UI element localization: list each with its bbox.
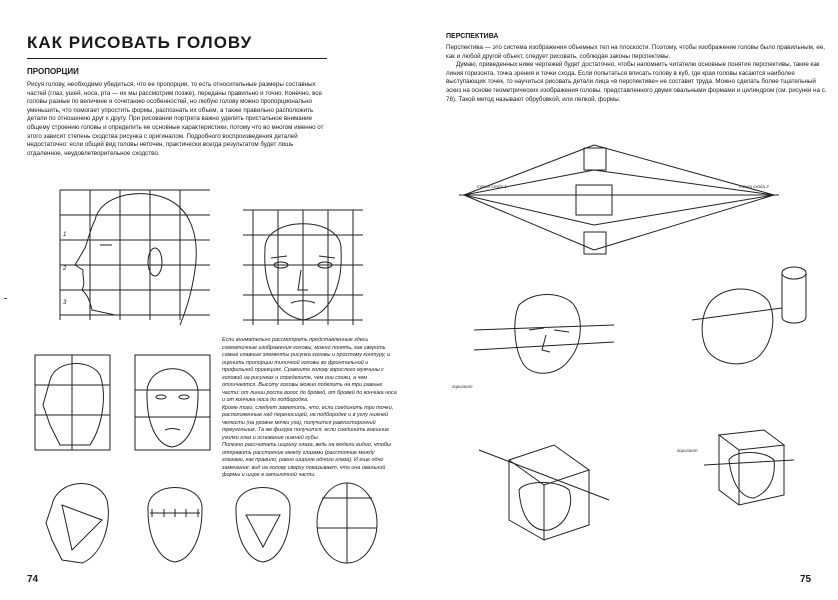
head-in-cube-sketch: [479, 430, 609, 545]
grid-label: 3: [63, 300, 67, 306]
eye-spacing-sketch: [140, 475, 210, 565]
section-heading-proportions: ПРОПОРЦИИ: [27, 67, 79, 76]
profile-head-grid-illustration: [60, 190, 210, 340]
title-rule: [27, 58, 327, 59]
top-view-head-sketch: [312, 478, 382, 568]
paragraph: Рисуя голову, необходимо убедиться, что ее пропорции, то есть относительные размеры составных частей (глаз, ушей, носа, рта — их мы рассмотрим позже), переданы правильно и точно. Конечно, все головы разные по величине и сочетанию особенностей, но любую голову можно пропорционально уменьшить, что помогает упростить формы, распознать их объем, а также правильно расположить детали по отношению друг к другу. При рисовании портрета важно уделить пристальное внимание общему строению головы и определить ее основные характеристики, потому что во многом именно от этого зависит степень сходства рисунка с оригиналом. Подробного воспроизведения деталей недостаточно: если общий вид головы неточен, практически всегда результатом будет лишь отдаленное, неудовлетворительное сходство.: [27, 81, 324, 157]
horizon-label: горизонт: [677, 448, 698, 453]
profile-in-cube-sketch: [704, 420, 794, 510]
head-upward-sketch: [687, 280, 782, 370]
proportions-text: [27, 81, 327, 158]
caption-paragraph: Кроме того, следует заметить, что, если соединить три точки, расположенные над переносицей, на подбородке и в углу нижней челюсти (на уровне мочки уха), получится равносторонний треугольник. Та же фигура получится, если соединить внешние уголки глаз и основание нижней губы.: [222, 404, 394, 441]
grid-label: 2: [63, 266, 67, 272]
vanishing-point-label: точка схода 1: [477, 184, 507, 189]
page-number: 74: [27, 574, 39, 585]
page-title: КАК РИСОВАТЬ ГОЛОВУ: [27, 33, 253, 52]
perspective-text: [446, 44, 831, 104]
frontal-head-grid-illustration: [243, 210, 363, 330]
frontal-head-sketch: [135, 355, 210, 455]
horizon-label: горизонт: [452, 384, 473, 389]
margin-tick: [4, 298, 7, 299]
caption-paragraph: Полезно рассчитать ширину глаза, ведь на модели видно, чтобы отправить расстояние между глазами (расстояние между глазами, как правило, равно ширине одного глаза). И еще одно замечание: вид на голову сверху показывает, что она овальной формы и шире в затылочной части.: [222, 442, 391, 478]
profile-head-sketch: [35, 355, 110, 455]
profile-triangle-sketch: [42, 475, 112, 565]
grid-label: 1: [63, 232, 67, 238]
right-page: [419, 0, 838, 600]
perspective-cube-diagram: [459, 140, 779, 270]
paragraph: Думаю, приведенных ниже чертежей будет достаточно, чтобы напомнить читателю основные понятия перспективы, такие как линия горизонта, точка зрения и точки схода. Если попытаться вписать голову в куб, где края головы касаются наиболее выступающих точек, то научиться рисовать детали лица «в перспективе» не составит труда. Можно сделать более тщательный эскиз на основе геометрических изображения головы, представленного двумя овальными формами и цилиндром (см. рисунки на с. 76). Такой метод называют обрубовкой, или лепкой, формы.: [446, 61, 827, 103]
head-perspective-sketch: [474, 290, 614, 380]
vanishing-point-label: точка схода 2: [739, 184, 769, 189]
cylinder-sketch: [779, 265, 809, 325]
caption-paragraph: Если внимательно рассмотреть представленные здесь схематичные изображения головы, можно понять, как сверить самые главные элементы рисунка головы и простому контуру, и оценить пропорции типичной головы во фронтальной и профильной проекциях. Сравните голову взрослого мужчины с головой на рисунках и определите, чем они схожи, а чем отличаются. Высоту головы можно поделить на три равные части: от линии роста волос до бровей, от бровей до кончика носа и от кончика носа до подбородка.: [222, 337, 397, 403]
page-number: 75: [800, 574, 812, 585]
illustration-caption: [222, 337, 398, 480]
frontal-triangle-sketch: [228, 475, 298, 565]
section-heading-perspective: ПЕРСПЕКТИВА: [446, 33, 499, 40]
paragraph: Перспектива — это система изображения объемных тел на плоскости. Поэтому, чтобы изображение головы было правильным, ее, как и любой другой объект, следует рисовать, соблюдая законы перспективы.: [446, 44, 825, 60]
